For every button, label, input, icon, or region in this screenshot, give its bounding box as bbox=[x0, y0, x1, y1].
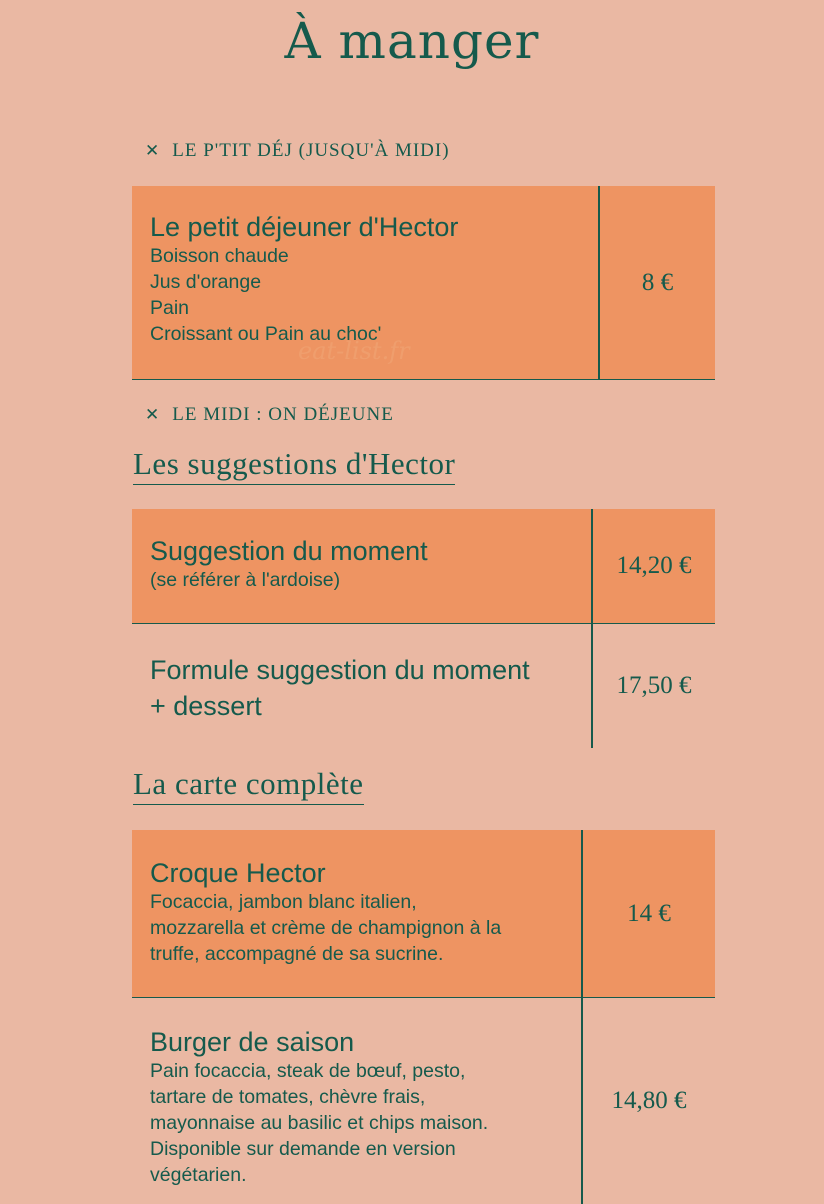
desc-line: tartare de tomates, chèvre frais, bbox=[150, 1086, 426, 1108]
section-label-lunch bbox=[145, 404, 394, 426]
item-desc bbox=[150, 889, 571, 967]
item-price: 14,20 € bbox=[591, 509, 715, 623]
cross-icon: ✕ bbox=[145, 405, 161, 425]
page-title: À manger bbox=[284, 12, 540, 70]
item-name: Croque Hector bbox=[150, 858, 326, 888]
item-price: 8 € bbox=[598, 186, 715, 379]
item-name: Le petit déjeuner d'Hector bbox=[150, 212, 459, 242]
desc-line: Jus d'orange bbox=[150, 271, 262, 293]
menu-item-info bbox=[132, 830, 581, 997]
subheading-suggestions: Les suggestions d'Hector bbox=[133, 446, 455, 485]
menu-item-info bbox=[132, 624, 591, 748]
desc-line: végétarien. bbox=[150, 1164, 247, 1186]
item-price: 14 € bbox=[581, 830, 715, 997]
desc-line: mayonnaise au basilic et chips maison. bbox=[150, 1112, 489, 1134]
item-price: 14,80 € bbox=[581, 998, 715, 1204]
cross-icon: ✕ bbox=[145, 141, 161, 161]
menu-row-formule bbox=[132, 624, 715, 748]
desc-line: Disponible sur demande en version bbox=[150, 1138, 456, 1160]
item-price: 17,50 € bbox=[591, 624, 715, 748]
subheading-carte: La carte complète bbox=[133, 766, 364, 805]
watermark: eat-list.fr bbox=[298, 337, 410, 365]
section-label-text: LE MIDI : ON DÉJEUNE bbox=[172, 404, 394, 425]
item-name: Suggestion du moment bbox=[150, 536, 428, 566]
menu-row-breakfast bbox=[132, 186, 715, 380]
section-label-text: LE P'TIT DÉJ (JUSQU'À MIDI) bbox=[172, 140, 450, 161]
menu-row-suggestion bbox=[132, 509, 715, 624]
menu-row-burger bbox=[132, 998, 715, 1204]
item-desc bbox=[150, 1058, 571, 1188]
item-desc bbox=[150, 243, 588, 347]
item-name: Burger de saison bbox=[150, 1027, 355, 1057]
name-line: Formule suggestion du moment bbox=[150, 655, 530, 685]
desc-line: Croissant ou Pain au choc' bbox=[150, 323, 382, 345]
item-name bbox=[150, 652, 581, 724]
desc-line: truffe, accompagné de sa sucrine. bbox=[150, 943, 444, 965]
section-label-breakfast bbox=[145, 140, 450, 162]
item-desc: (se référer à l'ardoise) bbox=[150, 569, 341, 591]
desc-line: mozzarella et crème de champignon à la bbox=[150, 917, 502, 939]
desc-line: Boisson chaude bbox=[150, 245, 289, 267]
desc-line: Pain bbox=[150, 297, 190, 319]
desc-line: Pain focaccia, steak de bœuf, pesto, bbox=[150, 1060, 466, 1082]
menu-row-croque bbox=[132, 830, 715, 998]
menu-item-info bbox=[132, 998, 581, 1204]
menu-item-info bbox=[132, 509, 591, 623]
desc-line: Focaccia, jambon blanc italien, bbox=[150, 891, 417, 913]
name-line: + dessert bbox=[150, 691, 262, 721]
